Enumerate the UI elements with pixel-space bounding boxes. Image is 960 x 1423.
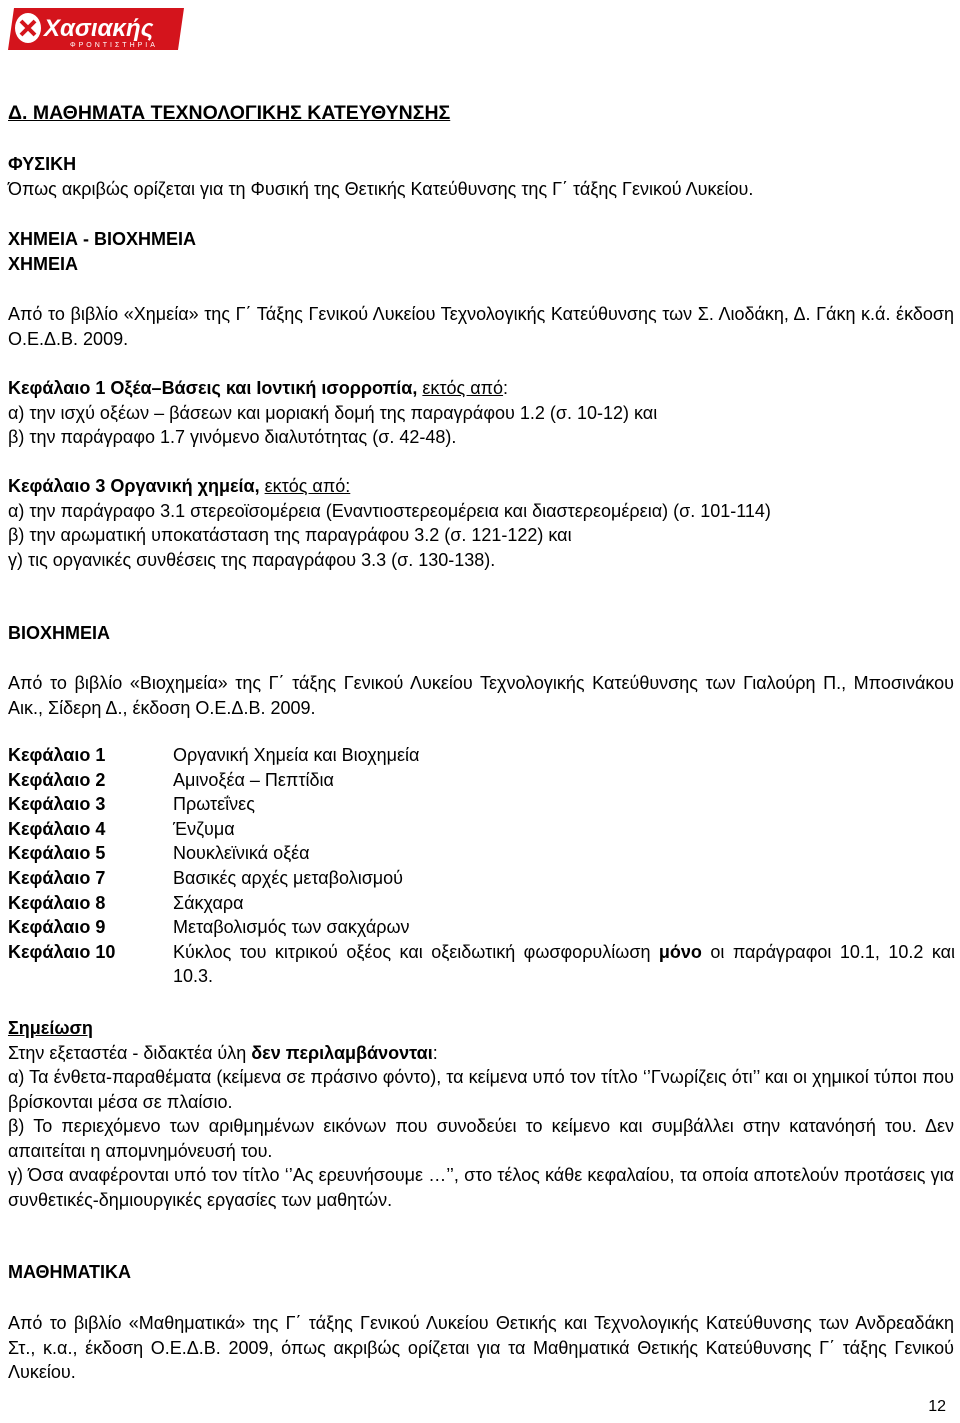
chem-ch3-title: Κεφάλαιο 3 Οργανική χημεία, bbox=[8, 476, 260, 496]
note-intro bbox=[8, 1041, 954, 1066]
chapter-title: Νουκλεϊνικά οξέα bbox=[173, 843, 310, 864]
note-title: Σημείωση bbox=[8, 1018, 93, 1038]
list-item bbox=[8, 743, 955, 768]
chem-ch3-except: εκτός από: bbox=[264, 476, 351, 496]
chem-ch3-item-c: γ) τις οργανικές συνθέσεις της παραγράφου 3.3 (σ. 130-138). bbox=[8, 549, 496, 570]
chapter-label: Κεφάλαιο 3 bbox=[8, 794, 106, 815]
chapter-10-text-start: Κύκλος του κιτρικού οξέος και οξειδωτική φωσφορυλίωση bbox=[173, 941, 659, 962]
biochemistry-book: Από το βιβλίο «Βιοχημεία» της Γ΄ τάξης Γενικού Λυκείου Τεχνολογικής Κατεύθυνσης των Γιαλούρη Π., Μποσινάκου Αικ., Σίδερη Δ., έκδοση Ο.Ε.Δ.Β. 2009. bbox=[8, 673, 954, 718]
note-item-a: α) Τα ένθετα-παραθέματα (κείμενα σε πράσινο φόντο), τα κείμενα υπό τον τίτλο ‘’Γνωρίζεις ότι’’ και οι χημικοί τύποι που βρίσκονται μέσα σε πλαίσιο. bbox=[8, 1067, 954, 1112]
chapter-label: Κεφάλαιο 9 bbox=[8, 917, 106, 938]
math-text: Από το βιβλίο «Μαθηματικά» της Γ΄ τάξης Γενικού Λυκείου Θετικής και Τεχνολογικής Κατεύθυνσης των Ανδρεαδάκη Στ., κ.α., έκδοση Ο.Ε.Δ.Β. 2009, όπως ακριβώς ορίζεται για τα Μαθηματικά Θετικής Κατεύθυνσης Γ΄ τάξης Γενικού Λυκείου. bbox=[8, 1313, 954, 1382]
chapter-label: Κεφάλαιο 4 bbox=[8, 818, 106, 839]
chapter-title: Πρωτεΐνες bbox=[173, 794, 255, 815]
logo-text: Χασιακής bbox=[44, 15, 154, 42]
list-item bbox=[8, 768, 955, 793]
note-intro-text: Στην εξεταστέα - διδακτέα ύλη bbox=[8, 1042, 252, 1063]
chem-ch1-item-b: β) την παράγραφο 1.7 γινόμενο διαλυτότητας (σ. 42-48). bbox=[8, 427, 457, 447]
chem-ch1-colon: : bbox=[503, 378, 509, 398]
chapter-label: Κεφάλαιο 8 bbox=[8, 892, 106, 913]
math-title: ΜΑΘΗΜΑΤΙΚΑ bbox=[8, 1262, 132, 1282]
list-item bbox=[8, 792, 955, 817]
biochemistry-chapter-list bbox=[8, 743, 955, 989]
chapter-label: Κεφάλαιο 5 bbox=[8, 843, 106, 864]
list-item bbox=[8, 841, 955, 866]
list-item bbox=[8, 940, 955, 989]
chapter-title: Ένζυμα bbox=[173, 818, 235, 839]
list-item bbox=[8, 866, 955, 891]
chapter-label: Κεφάλαιο 2 bbox=[8, 769, 106, 790]
chapter-title: Οργανική Χημεία και Βιοχημεία bbox=[173, 745, 420, 765]
list-item bbox=[8, 817, 955, 842]
list-item bbox=[8, 915, 955, 940]
list-item bbox=[8, 891, 955, 916]
chem-ch3-item-a: α) την παράγραφο 3.1 στερεοϊσομέρεια (Εναντιοστερεομέρεια και διαστερεομέρεια) (σ. 101-114) bbox=[8, 500, 771, 521]
physics-title: ΦΥΣΙΚΗ bbox=[8, 154, 77, 174]
physics-text: Όπως ακριβώς ορίζεται για τη Φυσική της Θετικής Κατεύθυνσης της Γ΄ τάξης Γενικού Λυκείου. bbox=[8, 178, 754, 199]
chapter-10-emphasis: μόνο bbox=[658, 941, 702, 962]
chapter-label: Κεφάλαιο 10 bbox=[8, 941, 116, 962]
chapter-title: Μεταβολισμός των σακχάρων bbox=[173, 917, 410, 938]
chem-ch1-item-a: α) την ισχύ οξέων – βάσεων και μοριακή δομή της παραγράφου 1.2 (σ. 10-12) και bbox=[8, 402, 658, 423]
chapter-title: Σάκχαρα bbox=[173, 892, 244, 913]
chem-bio-title: ΧΗΜΕΙΑ - ΒΙΟΧΗΜΕΙΑ bbox=[8, 229, 197, 249]
chapter-10-text-end: οι παράγραφοι 10.1, 10.2 και 10.3. bbox=[173, 941, 955, 987]
section-heading: Δ. ΜΑΘΗΜΑΤΑ ΤΕΧΝΟΛΟΓΙΚΗΣ ΚΑΤΕΥΘΥΝΣΗΣ bbox=[8, 102, 451, 124]
chemistry-title: ΧΗΜΕΙΑ bbox=[8, 253, 79, 274]
chapter-title: Βασικές αρχές μεταβολισμού bbox=[173, 867, 404, 888]
note-item-b: β) Το περιεχόμενο των αριθμημένων εικόνων που συνοδεύει το κείμενο και συμβάλλει στην κατανόησή του. Δεν απαιτείται η απομνημόνευσή του. bbox=[8, 1116, 954, 1161]
note-intro-emphasis: δεν περιλαμβάνονται bbox=[251, 1042, 433, 1063]
chapter-label: Κεφάλαιο 1 bbox=[8, 745, 106, 765]
chem-ch1-except: εκτός από bbox=[422, 378, 504, 398]
chem-chapter-3 bbox=[8, 474, 954, 572]
chapter-label: Κεφάλαιο 7 bbox=[8, 867, 106, 888]
chem-ch3-item-b: β) την αρωματική υποκατάσταση της παραγράφου 3.2 (σ. 121-122) και bbox=[8, 525, 572, 545]
page-number: 12 bbox=[928, 1398, 946, 1415]
chem-chapter-1 bbox=[8, 376, 954, 450]
note-section bbox=[8, 1016, 954, 1212]
chemistry-book: Από το βιβλίο «Χημεία» της Γ΄ Τάξης Γενικού Λυκείου Τεχνολογικής Κατεύθυνσης των Σ. Λιοδάκη, Δ. Γάκη κ.ά. έκδοση Ο.Ε.Δ.Β. 2009. bbox=[8, 304, 954, 349]
note-intro-colon: : bbox=[432, 1042, 438, 1063]
logo-graphic bbox=[8, 4, 186, 54]
logo-subtext: ΦΡΟΝΤΙΣΤΗΡΙΑ bbox=[70, 42, 158, 49]
chemistry-titles bbox=[8, 227, 954, 276]
chapter-title: Αμινοξέα – Πεπτίδια bbox=[173, 769, 334, 790]
note-item-c: γ) Όσα αναφέρονται υπό τον τίτλο ‘’Ας ερευνήσουμε …’’, στο τέλος κάθε κεφαλαίου, τα οποία αποτελούν προτάσεις για συνθετικές-δημιουργικές εργασίες των μαθητών. bbox=[8, 1165, 954, 1210]
physics-section bbox=[8, 152, 954, 201]
chem-ch1-title: Κεφάλαιο 1 Οξέα–Βάσεις και Ιοντική ισορροπία, bbox=[8, 378, 418, 398]
chapter-title bbox=[173, 940, 955, 989]
brand-logo bbox=[8, 4, 186, 54]
biochemistry-title: ΒΙΟΧΗΜΕΙΑ bbox=[8, 623, 111, 643]
